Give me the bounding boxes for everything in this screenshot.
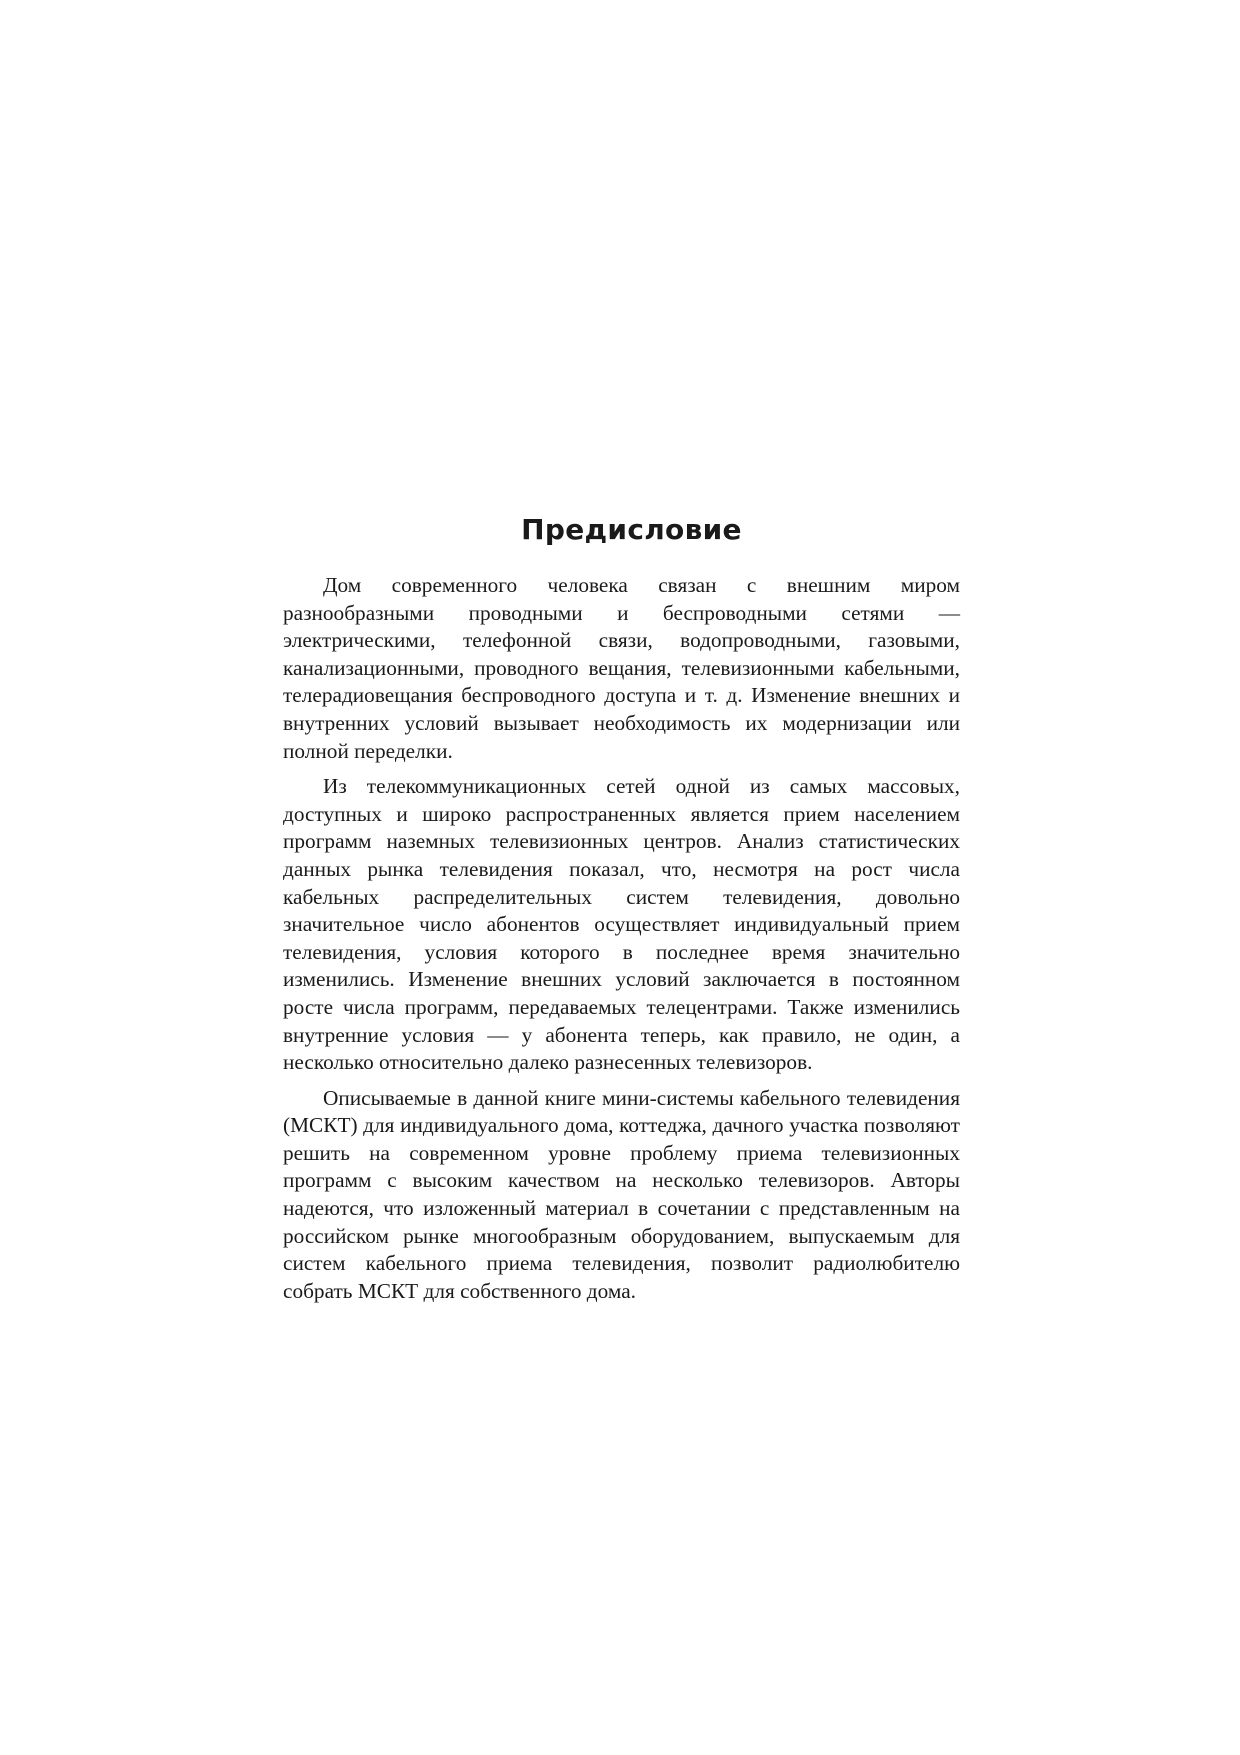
preface-section (283, 510, 960, 1313)
page-title: Предисловие (521, 513, 742, 546)
paragraph-3: Описываемые в данной книге мини-системы кабельного телевидения (МСКТ) для индивидуального дома, коттеджа, дачного участка позволяют решить на современном уровне проблему приема телевизионных программ с высоким качеством на несколько телевизоров. Авторы надеются, что изложенный материал в сочетании с представленным на российском рынке многообразным оборудованием, выпускаемым для систем кабельного приема телевидения, позволит радиолюбителю собрать МСКТ для собственного дома. (283, 1085, 960, 1303)
paragraph-1: Дом современного человека связан с внешним миром разнообразными проводными и беспроводными сетями — электрическими, телефонной связи, водопроводными, газовыми, канализационными, проводного вещания, телевизионными кабельными, телерадиовещания беспроводного доступа и т. д. Изменение внешних и внутренних условий вызывает необходимость их модернизации или полной переделки. (283, 573, 960, 763)
paragraph-2: Из телекоммуникационных сетей одной из самых массовых, доступных и широко распространенных является прием населением программ наземных телевизионных центров. Анализ статистических данных рынка телевидения показал, что, несмотря на рост числа кабельных распределительных систем телевидения, довольно значительное число абонентов осуществляет индивидуальный прием телевидения, условия которого в последнее время значительно изменились. Изменение внешних условий заключается в постоянном росте числа программ, передаваемых телецентрами. Также изменились внутренние условия — у абонента теперь, как правило, не один, а несколько относительно далеко разнесенных телевизоров. (283, 774, 960, 1075)
